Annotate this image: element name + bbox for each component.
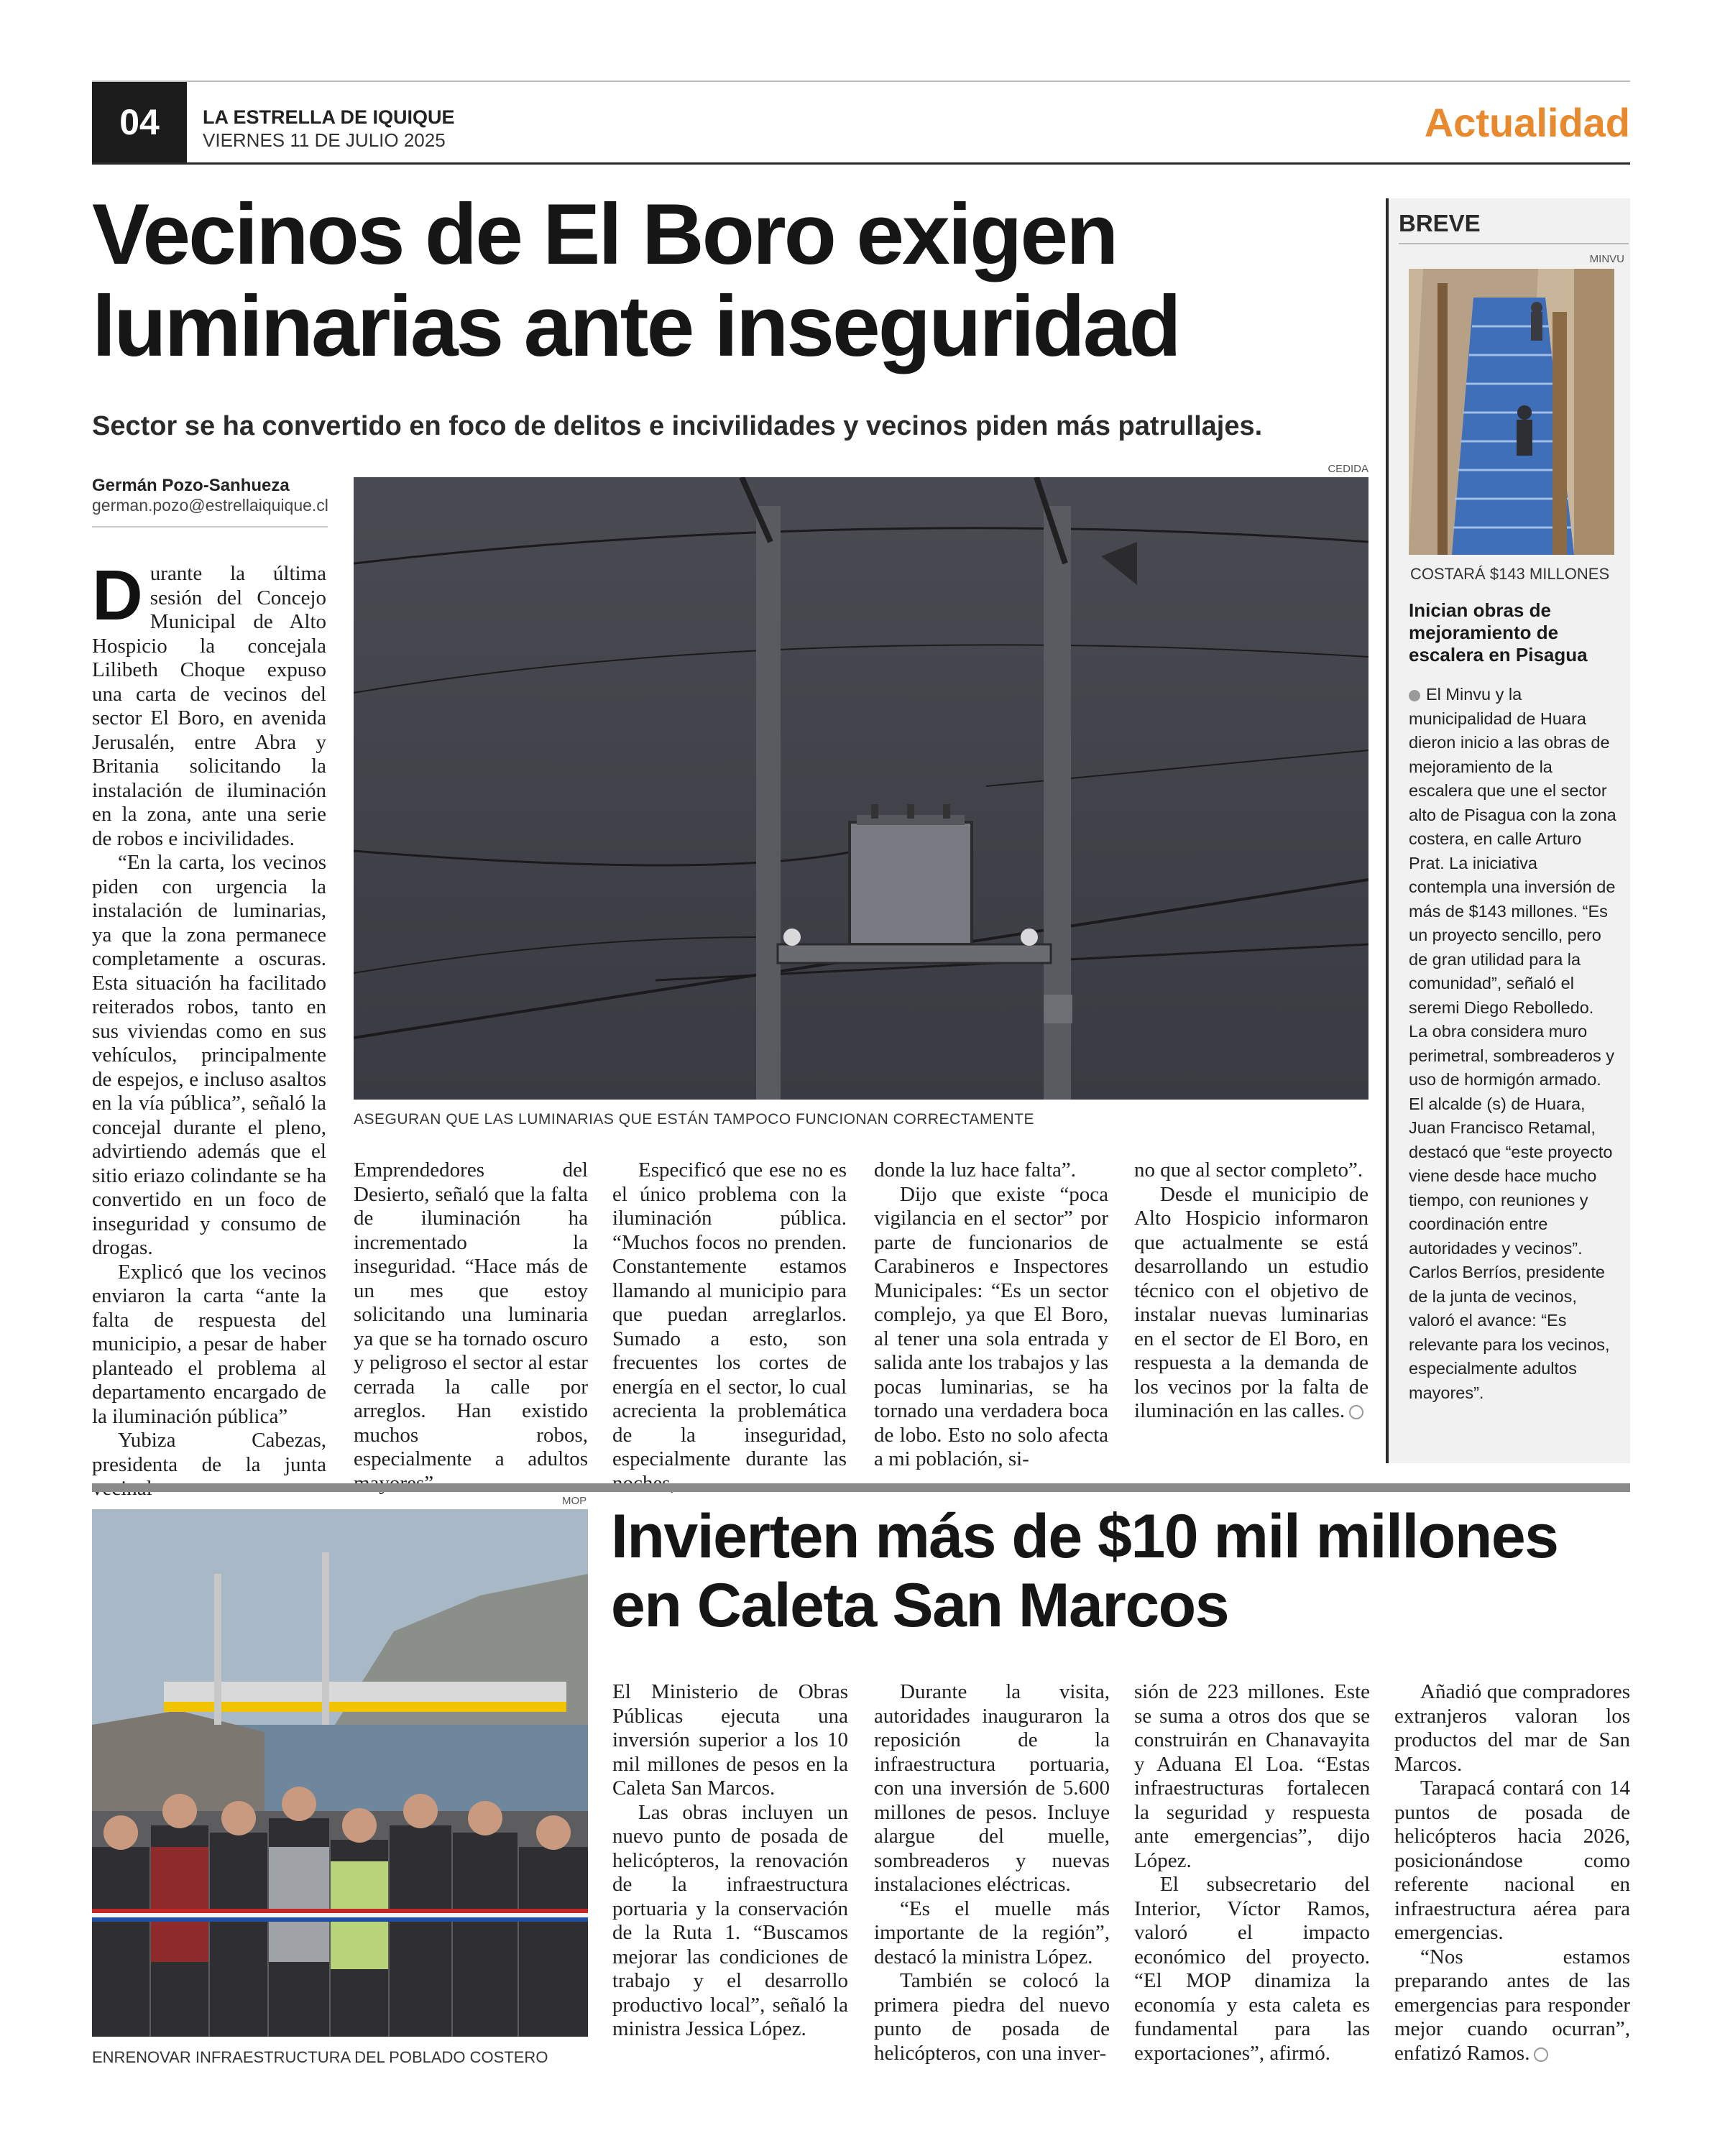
article2-column-1 [612, 1680, 848, 2042]
end-of-article-icon [1349, 1405, 1363, 1419]
issue-date: VIERNES 11 DE JULIO 2025 [203, 129, 446, 151]
author-rule [92, 526, 328, 528]
article2-paragraph: sión de 223 millones. Este se suma a otros dos que se construirán en Chanavayita y Aduana El Loa. “Estas infraestructuras fortalecen la seguridad y respuesta ante emergencias”, dijo López. [1134, 1680, 1370, 1872]
article1-paragraph [1134, 1183, 1368, 1424]
sidebar-rule [1386, 198, 1389, 1463]
breve-label: BREVE [1399, 210, 1481, 236]
ribbon-cutting-photo [92, 1509, 588, 2037]
power-pole-illustration [354, 477, 1368, 1100]
article2-photo-caption: ENRENOVAR INFRAESTRUCTURA DEL POBLADO COSTERO [92, 2048, 548, 2066]
article2-paragraph: Tarapacá contará con 14 puntos de posada de helicópteros hacia 2026, posicionándose como referente nacional en infraestructura aérea para emergencias. [1394, 1777, 1630, 1944]
ribbon-cutting-illustration [92, 1509, 588, 2037]
article1-paragraph: donde la luz hace falta”. [874, 1158, 1076, 1181]
sidebar-headline: Inician obras de mejoramiento de escalera en Pisagua [1409, 599, 1588, 665]
article1-paragraph: Explicó que los vecinos enviaron la carta “ante la falta de respuesta del municipio, a pesar de haber planteado el problema al departamento encargado de la iluminación pública” [92, 1260, 326, 1428]
article1-paragraph-text: Desde el municipio de Alto Hospicio informaron que actualmente se está desarrollando un estudio técnico con el objetivo de instalar nuevas luminarias en el sector de El Boro, en respuesta a la demanda de los vecinos por la falta de iluminación en las calles. [1134, 1182, 1368, 1422]
article1-paragraph: Dijo que existe “poca vigilancia en el sector” por parte de funcionarios de Carabineros e Inspectores Municipales: “Es un sector complejo, ya que El Boro, al tener una sola entrada y salida ante los trabajos y las pocas luminarias, se ha tornado una verdadera boca de lobo. Esto no solo afecta a mi población, si- [874, 1182, 1108, 1470]
article2-headline: Invierten más de $10 mil millones en Caleta San Marcos [611, 1502, 1558, 1640]
article1-dropcap: D [92, 556, 143, 635]
newspaper-name: LA ESTRELLA DE IQUIQUE [203, 106, 455, 128]
sidebar-paragraph: La obra considera muro perimetral, sombreaderos y uso de hormigón armado. El alcalde (s) de Huara, Juan Francisco Retamal, destacó que “este proyecto viene desde hace mucho tiempo, con reuniones y coordinación entre autoridades y vecinos”. [1409, 1022, 1615, 1258]
article1-photo-credit: CEDIDA [1328, 463, 1368, 475]
article1-photo-caption: ASEGURAN QUE LAS LUMINARIAS QUE ESTÁN TAMPOCO FUNCIONAN CORRECTAMENTE [354, 1111, 1034, 1128]
article1-column-4 [874, 1158, 1108, 1472]
article1-column-3 [612, 1158, 847, 1496]
sidebar-paragraph: El Minvu y la municipalidad de Huara dieron inicio a las obras de mejoramiento de la escalera que une el sector alto de Pisagua con la zona costera, en calle Arturo Prat. La iniciativa contempla una inversión de más de $143 millones. “Es un proyecto sencillo, pero de gran utilidad para la comunidad”, señaló el seremi Diego Rebolledo. [1409, 685, 1616, 1017]
article2-paragraph: Durante la visita, autoridades inauguraron la reposición de la infraestructura portuaria, con una inversión de 5.600 millones de pesos. Incluye alargue del muelle, sombreaderos y nuevas instalaciones eléctricas. [874, 1680, 1110, 1896]
article1-column-1 [92, 556, 326, 1501]
article1-email: german.pozo@estrellaiquique.cl [92, 496, 328, 515]
article2-paragraph-text: “Nos estamos preparando antes de las emergencias para responder mejor cuando ocurran”, enfatizó Ramos. [1394, 1945, 1630, 2065]
article1-paragraph: Emprendedores del Desierto, señaló que la falta de iluminación ha incrementado la inseguridad. “Hace más de un mes que estoy solicitando una luminaria ya que se ha tornado oscuro y peligroso el sector al estar cerrada la calle por arreglos. Han existido muchos robos, especialmente a adultos [354, 1158, 588, 1470]
sidebar-body [1409, 683, 1617, 1405]
article1-paragraph: no que al sector completo”. [1134, 1158, 1363, 1181]
page-number: 04 [92, 82, 187, 162]
article1-headline: Vecinos de El Boro exigen luminarias ante inseguridad [92, 186, 1179, 374]
article2-paragraph: Añadió que compradores extranjeros valoran los productos del mar de San Marcos. [1394, 1680, 1630, 1776]
section-label: Actualidad [1424, 100, 1630, 145]
article2-column-2 [874, 1680, 1110, 2065]
article1-paragraph: “En la carta, los vecinos piden con urgencia la instalación de luminarias, ya que la zona permanece completamente a oscuras. Esta situación ha facilitado reiterados robos, tanto en sus viviendas como en sus vehículos, principalmente de espejos, e incluso asaltos en la vía pública”, señaló la concejal durante el pleno, advirtiendo además que el sitio eriazo colindante se ha convertido en un foco de inseguridad y consumo de drogas. [92, 851, 326, 1259]
article2-paragraph: También se colocó la primera piedra del nuevo punto de posada de helicópteros, con una inver- [874, 1969, 1110, 2065]
article2-paragraph [1394, 1945, 1630, 2066]
article1-author: Germán Pozo-Sanhueza [92, 476, 290, 495]
article1-column-2 [354, 1158, 588, 1496]
article2-photo-credit: MOP [562, 1495, 587, 1507]
article2-paragraph: “Es el muelle más importante de la región”, destacó la ministra López. [874, 1897, 1110, 1968]
sidebar-photo-caption: COSTARÁ $143 MILLONES [1410, 565, 1610, 583]
article2-column-3 [1134, 1680, 1370, 2065]
power-pole-photo [354, 477, 1368, 1100]
article1-paragraph: Especificó que ese no es el único problema con la iluminación pública. “Muchos focos no prenden. Constantemente estamos llamando al municipio para que puedan arreglarlos. Sumado a esto, son frecuentes los cortes de energía en el sector, lo cual acrecienta la problemática de la inseguridad, especialmente durante las [612, 1158, 847, 1470]
article1-paragraph: Yubiza Cabezas, presidenta de la junta [92, 1429, 326, 1476]
stairway-photo [1409, 269, 1614, 555]
header-rule [92, 162, 1630, 165]
sidebar-photo-credit: MINVU [1589, 253, 1624, 265]
article2-column-4 [1394, 1680, 1630, 2065]
breve-rule [1399, 243, 1629, 244]
article2-paragraph: El subsecretario del Interior, Víctor Ramos, valoró el impacto económico del proyecto. “El MOP dinamiza la economía y esta caleta es fundamental para las exportaciones”, afirmó. [1134, 1873, 1370, 2065]
article1-paragraph: urante la última sesión del Concejo Municipal de Alto Hospicio la concejala Lilibeth Choque expuso una carta de vecinos del sector El Boro, en avenida Jerusalén, entre Abra y Britania solicitando la instalación de iluminación en la zona, ante una serie de robos e incivilidades. [92, 562, 326, 850]
article1-column-5 [1134, 1158, 1368, 1424]
bullet-icon [1409, 690, 1420, 701]
article1-subheadline: Sector se ha convertido en foco de delitos e incivilidades y vecinos piden más patrullajes. [92, 411, 1263, 441]
top-rule [92, 80, 1630, 82]
article-divider [92, 1483, 1630, 1492]
article2-paragraph: El Ministerio de Obras Públicas ejecuta una inversión superior a los 10 mil millones de pesos en la Caleta San Marcos. [612, 1680, 848, 1800]
sidebar-paragraph: Carlos Berríos, presidente de la junta de vecinos, valoró el avance: “Es relevante para los vecinos, especialmente adultos mayores”. [1409, 1263, 1610, 1402]
end-of-article-icon [1534, 2047, 1548, 2062]
article2-paragraph: Las obras incluyen un nuevo punto de posada de helicópteros, la renovación de la infraestructura portuaria y la conservación de la Ruta 1. “Buscamos mejorar las condiciones de trabajo y el desarrollo productivo local”, señaló la ministra Jessica López. [612, 1800, 848, 2040]
stairway-illustration [1409, 269, 1614, 555]
